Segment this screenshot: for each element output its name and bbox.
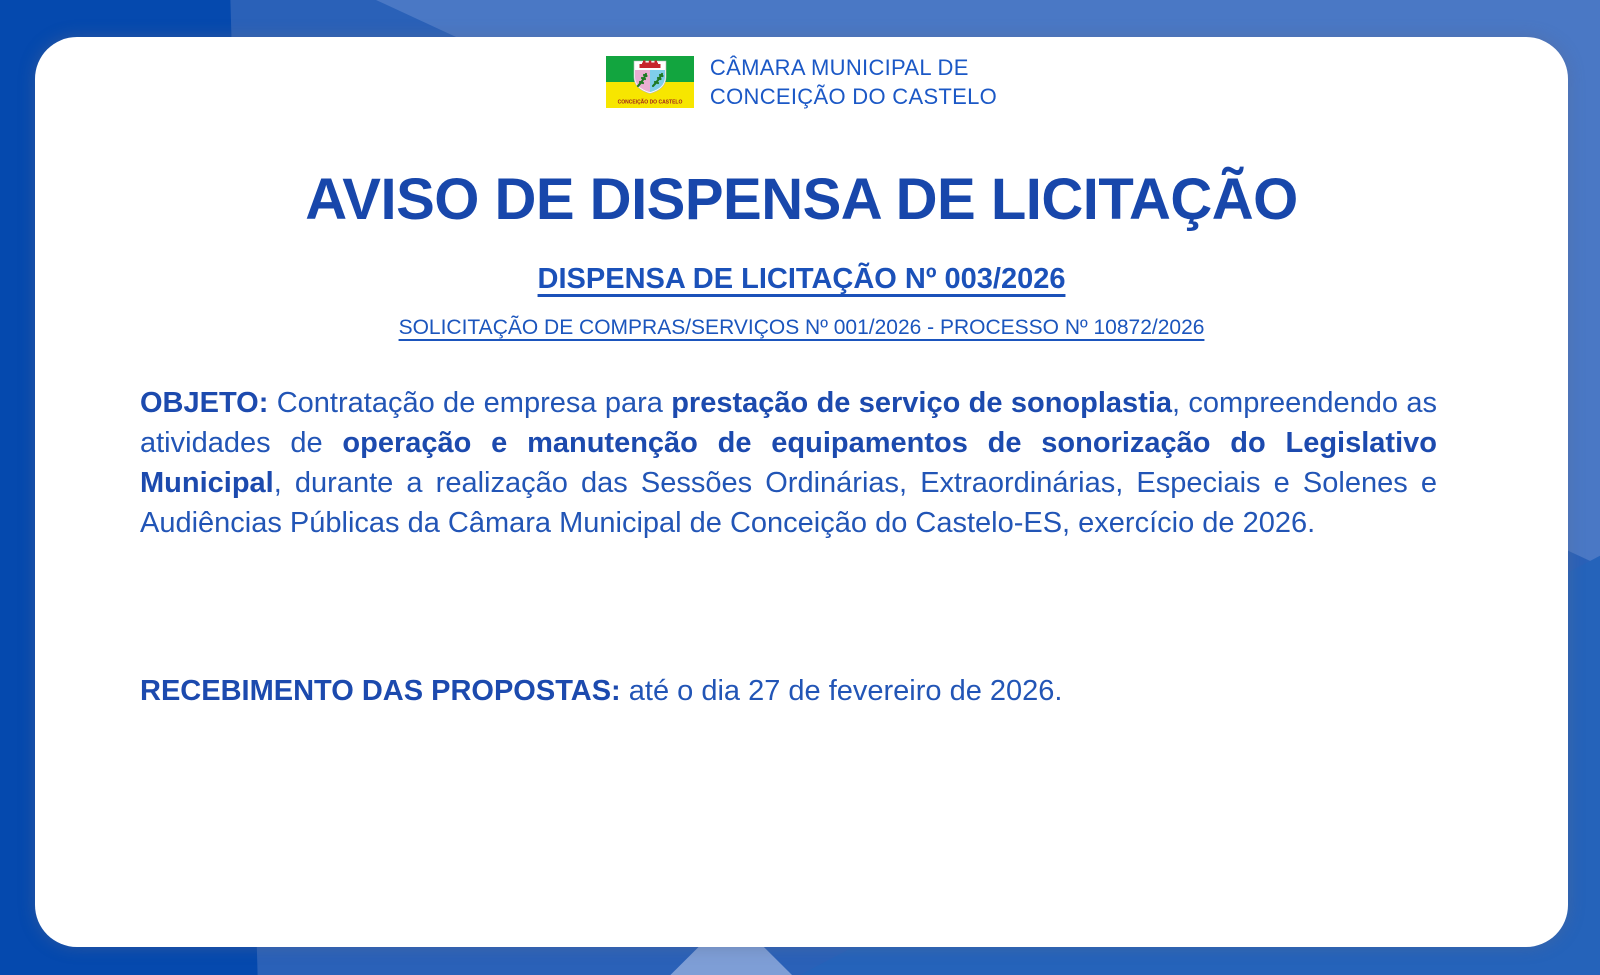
org-name-line1: CÂMARA MUNICIPAL DE <box>709 55 969 80</box>
objeto-paragraph: OBJETO: Contratação de empresa para prestação de serviço de sonoplastia, compreendendo as atividades de operação e manutenção de equipamentos de sonorização do Legislativo Municipal, durante a realização das Sessões Ordinárias, Extraordinárias, Especiais e Solenes e Audiências Públicas da Câmara Municipal de Conceição do Castelo-ES, exercício de 2026. <box>140 387 1437 539</box>
dispensa-number-subtitle: DISPENSA DE LICITAÇÃO Nº 003/2026 <box>537 263 1066 295</box>
notice-title: AVISO DE DISPENSA DE LICITAÇÃO <box>305 167 1298 232</box>
flag-caption-text: CONCEIÇÃO DO CASTELO <box>617 99 683 106</box>
org-name-line2: CONCEIÇÃO DO CASTELO <box>709 84 998 109</box>
municipal-flag-icon <box>606 56 694 108</box>
process-reference-line: SOLICITAÇÃO DE COMPRAS/SERVIÇOS Nº 001/2026 - PROCESSO Nº 10872/2026 <box>398 316 1205 339</box>
notice-card <box>35 37 1568 947</box>
recebimento-line: RECEBIMENTO DAS PROPOSTAS: até o dia 27 de fevereiro de 2026. <box>140 675 1063 707</box>
org-name <box>710 53 997 111</box>
org-header <box>35 55 1568 109</box>
